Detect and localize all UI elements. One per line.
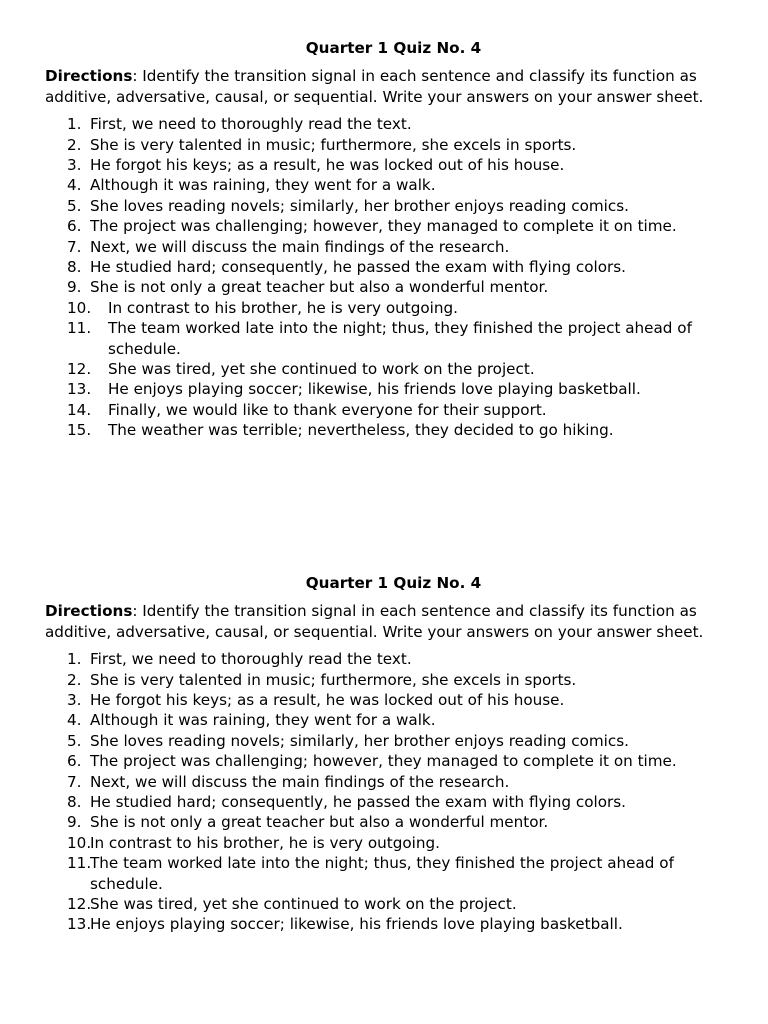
question-item [45,277,735,297]
question-number: 4. [67,711,82,730]
question-item [45,812,735,832]
question-text: The team worked late into the night; thus, they finished the project ahead of schedule. [108,319,692,358]
question-number: 13. [67,380,92,399]
question-item [45,400,735,420]
question-number: 8. [67,793,82,812]
quiz-title: Quarter 1 Quiz No. 4 [305,39,482,57]
question-item [45,155,735,175]
question-text: He enjoys playing soccer; likewise, his friends love playing basketball. [108,380,641,399]
question-number: 2. [67,135,82,154]
directions-text: : Identify the transition signal in each sentence and classify its function as additive, adversative, causal, or sequential. Write your answers on your answer sheet. [45,602,704,641]
question-item [45,772,735,792]
question-text: She was tired, yet she continued to work on the project. [108,360,535,379]
question-number: 9. [67,278,82,297]
question-text: The team worked late into the night; thus, they finished the project ahead of schedule. [90,854,674,893]
question-text: He forgot his keys; as a result, he was locked out of his house. [90,691,565,709]
question-number: 5. [67,731,82,750]
question-item [45,175,735,195]
question-text: Next, we will discuss the main findings of the research. [90,772,510,791]
question-number: 10. [67,833,92,852]
question-item [45,792,735,812]
question-item [45,237,735,257]
question-text: She loves reading novels; similarly, her brother enjoys reading comics. [90,731,629,750]
question-number: 4. [67,176,82,195]
question-number: 14. [67,400,92,419]
question-text: Finally, we would like to thank everyone for their support. [108,400,547,419]
directions-label: Directions [45,67,133,85]
question-text: She loves reading novels; similarly, her brother enjoys reading comics. [90,196,629,215]
question-text: In contrast to his brother, he is very outgoing. [108,298,458,317]
question-text: The project was challenging; however, they managed to complete it on time. [90,752,677,771]
question-text: He studied hard; consequently, he passed the exam with flying colors. [90,258,627,277]
question-text: He enjoys playing soccer; likewise, his friends love playing basketball. [90,915,623,934]
directions-text: : Identify the transition signal in each sentence and classify its function as additive, adversative, causal, or sequential. Write your answers on your answer sheet. [45,67,704,106]
question-text: Although it was raining, they went for a walk. [90,711,436,730]
question-item [45,914,735,934]
question-number: 9. [67,813,82,832]
question-list [45,649,735,935]
question-list [45,114,735,441]
question-item [45,853,735,894]
question-text: He studied hard; consequently, he passed the exam with flying colors. [90,793,627,812]
quiz-section-1 [45,37,735,441]
question-number: 12. [67,360,92,379]
question-item [45,670,735,690]
question-number: 7. [67,237,82,256]
question-number: 8. [67,258,82,277]
question-item [45,359,735,379]
question-text: He forgot his keys; as a result, he was locked out of his house. [90,156,565,174]
question-text: In contrast to his brother, he is very outgoing. [90,833,440,852]
directions-label: Directions [45,602,133,620]
question-text: The weather was terrible; nevertheless, they decided to go hiking. [108,421,614,440]
question-item [45,710,735,730]
question-number: 11. [67,319,92,338]
question-number: 15. [67,421,92,440]
quiz-title: Quarter 1 Quiz No. 4 [305,574,482,592]
question-item [45,298,735,318]
question-number: 6. [67,752,82,771]
question-item [45,833,735,853]
question-number: 3. [67,156,82,174]
question-item [45,751,735,771]
question-text: First, we need to thoroughly read the text. [90,650,412,669]
quiz-section-2 [45,572,735,935]
question-item [45,318,735,359]
question-number: 3. [67,691,82,709]
question-item [45,731,735,751]
question-number: 1. [67,115,82,134]
question-number: 5. [67,196,82,215]
question-item [45,379,735,399]
question-text: She is not only a great teacher but also a wonderful mentor. [90,278,549,297]
question-number: 10. [67,298,92,317]
question-text: The project was challenging; however, they managed to complete it on time. [90,217,677,236]
question-number: 2. [67,670,82,689]
question-number: 6. [67,217,82,236]
question-item [45,257,735,277]
question-text: Next, we will discuss the main findings of the research. [90,237,510,256]
question-number: 7. [67,772,82,791]
question-number: 13. [67,915,92,934]
question-number: 1. [67,650,82,669]
question-item [45,894,735,914]
question-text: Although it was raining, they went for a walk. [90,176,436,195]
directions [45,601,735,642]
question-text: She is very talented in music; furthermore, she excels in sports. [90,670,577,689]
question-text: She is very talented in music; furthermore, she excels in sports. [90,135,577,154]
question-number: 11. [67,854,92,873]
question-item [45,649,735,669]
question-text: First, we need to thoroughly read the text. [90,115,412,134]
question-item [45,420,735,440]
question-item [45,216,735,236]
question-text: She was tired, yet she continued to work on the project. [90,895,517,914]
question-item [45,196,735,216]
question-item [45,135,735,155]
question-text: She is not only a great teacher but also a wonderful mentor. [90,813,549,832]
question-number: 12. [67,895,92,914]
question-item [45,690,735,710]
directions [45,66,735,107]
question-item [45,114,735,134]
